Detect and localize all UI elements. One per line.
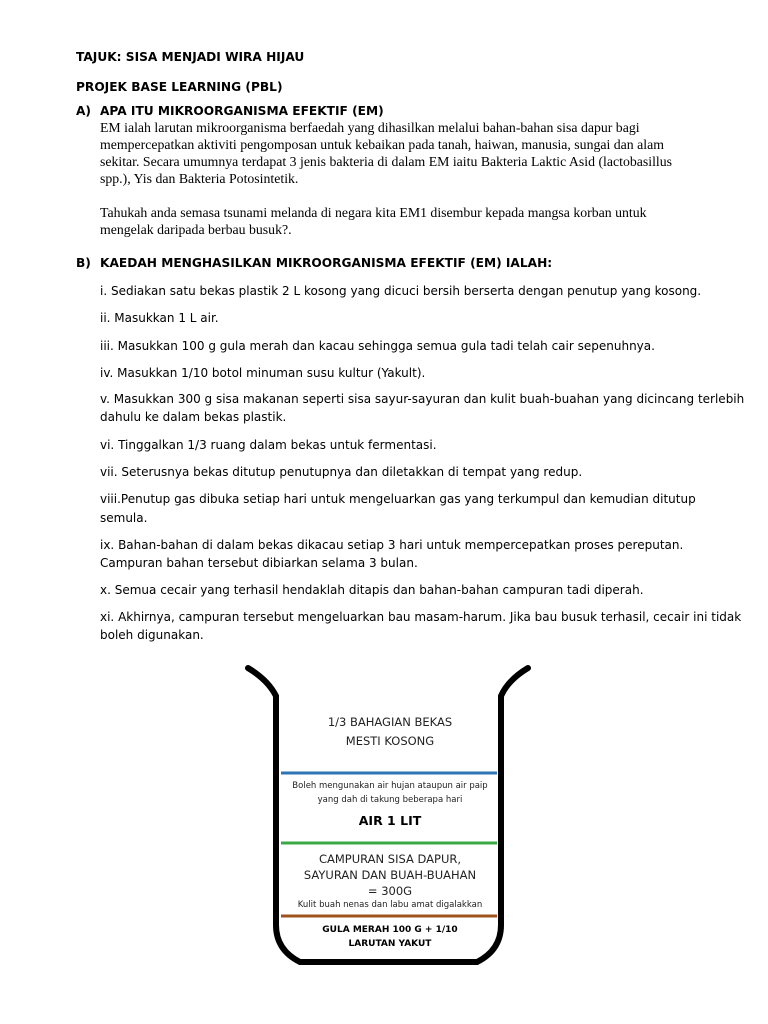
step-line: iii. Masukkan 100 g gula merah dan kacau sehingga semua gula tadi telah cair sepenuhnya. [100,339,655,353]
step-line: xi. Akhirnya, campuran tersebut mengeluarkan bau masam-harum. Jika bau busuk terhasil, cecair ini tidak [100,610,742,624]
step-line: Campuran bahan tersebut dibiarkan selama 3 bulan. [100,556,418,570]
step-line: boleh digunakan. [100,628,204,642]
step-line: dahulu ke dalam bekas plastik. [100,410,287,424]
mix-label-line3: = 300G [367,884,413,898]
water-label: AIR 1 LIT [358,813,422,828]
step-line: vii. Seterusnya bekas ditutup penutupnya dan diletakkan di tempat yang redup. [100,465,583,479]
mix-note: Kulit buah nenas dan labu amat digalakkan [297,900,483,910]
water-note-line1: Boleh mengunakan air hujan ataupun air paip [292,781,488,791]
section-a-para2-line: Tahukah anda semasa tsunami melanda di negara kita EM1 disembur kepada mangsa korban untuk [100,205,647,220]
step-line: ix. Bahan-bahan di dalam bekas dikacau setiap 3 hari untuk mempercepatkan proses pereputan. [100,538,684,552]
doc-subtitle: PROJEK BASE LEARNING (PBL) [76,80,283,94]
empty-space-label-line2: MESTI KOSONG [345,734,435,748]
doc-title: TAJUK: SISA MENJADI WIRA HIJAU [76,50,305,64]
section-b-heading: KAEDAH MENGHASILKAN MIKROORGANISMA EFEKTIF (EM) IALAH: [100,256,553,270]
section-a-para1-line: mempercepatkan aktiviti pengomposan untuk kebaikan pada tanah, haiwan, manusia, sungai dan alam [100,137,664,152]
bottom-label-line2: LARUTAN YAKUT [348,939,432,949]
step-line: viii.Penutup gas dibuka setiap hari untuk mengeluarkan gas yang terkumpul dan kemudian ditutup [100,492,696,506]
empty-space-label-line1: 1/3 BAHAGIAN BEKAS [327,715,453,729]
section-a-para1-line: sekitar. Secara umumnya terdapat 3 jenis bakteria di dalam EM iaitu Bakteria Laktic Asid (lactobasillus [100,154,673,169]
mix-label-line2: SAYURAN DAN BUAH-BUAHAN [303,868,477,882]
step-line: semula. [100,511,148,525]
bottom-label-line1: GULA MERAH 100 G + 1/10 [322,925,458,935]
mix-label-line1: CAMPURAN SISA DAPUR, [318,852,462,866]
water-note-line2: yang dah di takung beberapa hari [317,795,463,805]
step-line: ii. Masukkan 1 L air. [100,311,219,325]
section-a-para1-line: spp.), Yis dan Bakteria Potosintetik. [100,171,299,186]
step-line: vi. Tinggalkan 1/3 ruang dalam bekas untuk fermentasi. [100,438,437,452]
section-a-para1-line: EM ialah larutan mikroorganisma berfaedah yang dihasilkan melalui bahan-bahan sisa dapur bagi [100,120,640,135]
section-a-heading: APA ITU MIKROORGANISMA EFEKTIF (EM) [100,104,384,118]
step-line: v. Masukkan 300 g sisa makanan seperti sisa sayur-sayuran dan kulit buah-buahan yang dicincang terlebih [100,392,745,406]
step-line: iv. Masukkan 1/10 botol minuman susu kultur (Yakult). [100,366,426,380]
step-line: x. Semua cecair yang terhasil hendaklah ditapis dan bahan-bahan campuran tadi diperah. [100,583,644,597]
section-b-marker: B) [76,256,91,270]
section-a-marker: A) [76,104,92,118]
section-a-para2-line: mengelak daripada berbau busuk?. [100,222,292,237]
step-line: i. Sediakan satu bekas plastik 2 L kosong yang dicuci bersih berserta dengan penutup yang kosong. [100,284,702,298]
